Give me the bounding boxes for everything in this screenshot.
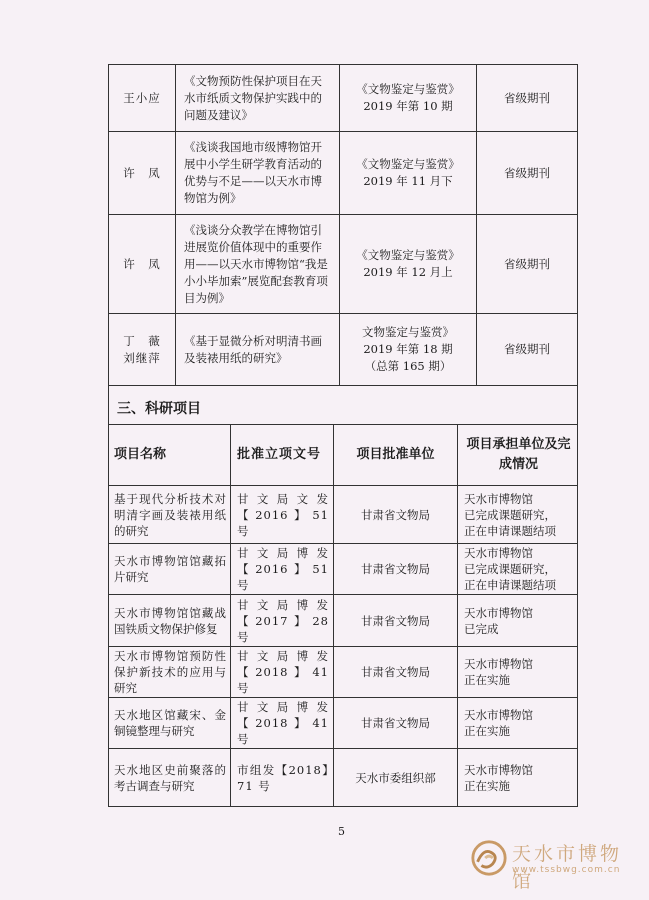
project-name: 天水地区馆藏宋、金铜镜整理与研究 [109,698,231,749]
projects-table [108,424,578,807]
status-line: 已完成 [464,621,499,636]
table-row [109,749,578,807]
table-row [109,65,578,132]
header-project-name: 项目名称 [109,425,231,486]
project-status [458,544,578,595]
table-row [109,544,578,595]
approval-unit: 天水市委组织部 [334,749,458,807]
status-line: 正在申请课题结项 [464,578,556,592]
table-header-row [109,425,578,486]
status-line: 天水市博物馆 [464,605,533,620]
status-line: 已完成课题研究， [464,507,556,522]
project-name: 天水地区史前聚落的考古调查与研究 [109,749,231,807]
status-line: 天水市博物馆 [464,491,533,506]
table-row [109,132,578,215]
status-line: 正在实施 [464,673,510,687]
watermark-url: www.tssbwg.com.cn [512,865,621,875]
journal-issue: 2019 年第 18 期 [363,342,453,356]
journal-issue: 2019 年 11 月下 [363,174,453,188]
project-name: 天水市博物馆馆藏战国铁质文物保护修复 [109,595,231,647]
table-row [109,647,578,698]
journal-cell [340,215,477,314]
journal-cell [340,314,477,386]
project-name: 天水市博物馆馆藏拓片研究 [109,544,231,595]
status-line: 天水市博物馆 [464,657,533,671]
approval-unit: 甘肃省文物局 [334,647,458,698]
journal-cell [340,65,477,132]
approval-unit: 甘肃省文物局 [334,544,458,595]
approval-doc: 甘文局文发【2016】51 号 [231,486,334,544]
project-status [458,647,578,698]
page-number: 5 [338,825,345,838]
project-status [458,698,578,749]
approval-doc: 市组发【2018】71 号 [231,749,334,807]
status-line: 天水市博物馆 [464,708,533,722]
journal-issue: 2019 年第 10 期 [363,99,453,113]
author-name: 刘继萍 [123,350,161,365]
header-approval-doc: 批准立项文号 [231,425,334,486]
author-name: 丁 薇 [123,333,161,348]
author-cell: 许 凤 [109,132,176,215]
level-cell: 省级期刊 [477,314,578,386]
title-cell: 《浅谈分众教学在博物馆引进展览价值体现中的重要作用——以天水市博物馆“我是小小毕加索”展览配套教育项目为例》 [176,215,340,314]
museum-watermark [470,837,640,892]
project-status [458,749,578,807]
journal-name: 《文物鉴定与鉴赏》 [356,157,460,171]
title-cell: 《基于显微分析对明清书画及装裱用纸的研究》 [176,314,340,386]
journal-issue: 2019 年 12 月上 [363,265,453,279]
status-line: 已完成课题研究， [464,562,556,576]
journal-name: 《文物鉴定与鉴赏》 [356,248,460,262]
table-row [109,698,578,749]
museum-swirl-logo-icon [470,839,508,877]
level-cell: 省级期刊 [477,132,578,215]
status-line: 天水市博物馆 [464,546,533,560]
table-row [109,314,578,386]
level-cell: 省级期刊 [477,65,578,132]
author-cell [109,314,176,386]
journal-name: 《文物鉴定与鉴赏》 [356,82,460,96]
table-row [109,486,578,544]
approval-doc: 甘文局博发【2018】41 号 [231,698,334,749]
project-name: 天水市博物馆预防性保护新技术的应用与研究 [109,647,231,698]
project-status [458,595,578,647]
section-title: 三、科研项目 [108,385,578,424]
approval-unit: 甘肃省文物局 [334,698,458,749]
watermark-text: 天水市博物馆 [512,843,623,892]
approval-unit: 甘肃省文物局 [334,595,458,647]
journal-name: 文物鉴定与鉴赏》 [362,325,454,339]
journal-cell [340,132,477,215]
author-cell: 许 凤 [109,215,176,314]
author-cell: 王小应 [109,65,176,132]
approval-unit: 甘肃省文物局 [334,486,458,544]
approval-doc: 甘文局博发【2018】41 号 [231,647,334,698]
title-cell: 《浅谈我国地市级博物馆开展中小学生研学教育活动的优势与不足——以天水市博物馆为例》 [176,132,340,215]
publications-table [108,64,578,386]
project-status [458,486,578,544]
title-cell: 《文物预防性保护项目在天水市纸质文物保护实践中的问题及建议》 [176,65,340,132]
status-line: 正在申请课题结项 [464,523,556,538]
table-row [109,595,578,647]
journal-total-issue: （总第 165 期） [364,359,452,373]
approval-doc: 甘文局博发【2017】28 号 [231,595,334,647]
table-row [109,215,578,314]
header-approval-unit: 项目批准单位 [334,425,458,486]
status-line: 正在实施 [464,724,510,738]
status-line: 正在实施 [464,778,510,793]
project-name: 基于现代分析技术对明清字画及装裱用纸的研究 [109,486,231,544]
header-undertaker-status: 项目承担单位及完成情况 [458,425,578,486]
approval-doc: 甘文局博发【2016】51 号 [231,544,334,595]
status-line: 天水市博物馆 [464,762,533,777]
level-cell: 省级期刊 [477,215,578,314]
